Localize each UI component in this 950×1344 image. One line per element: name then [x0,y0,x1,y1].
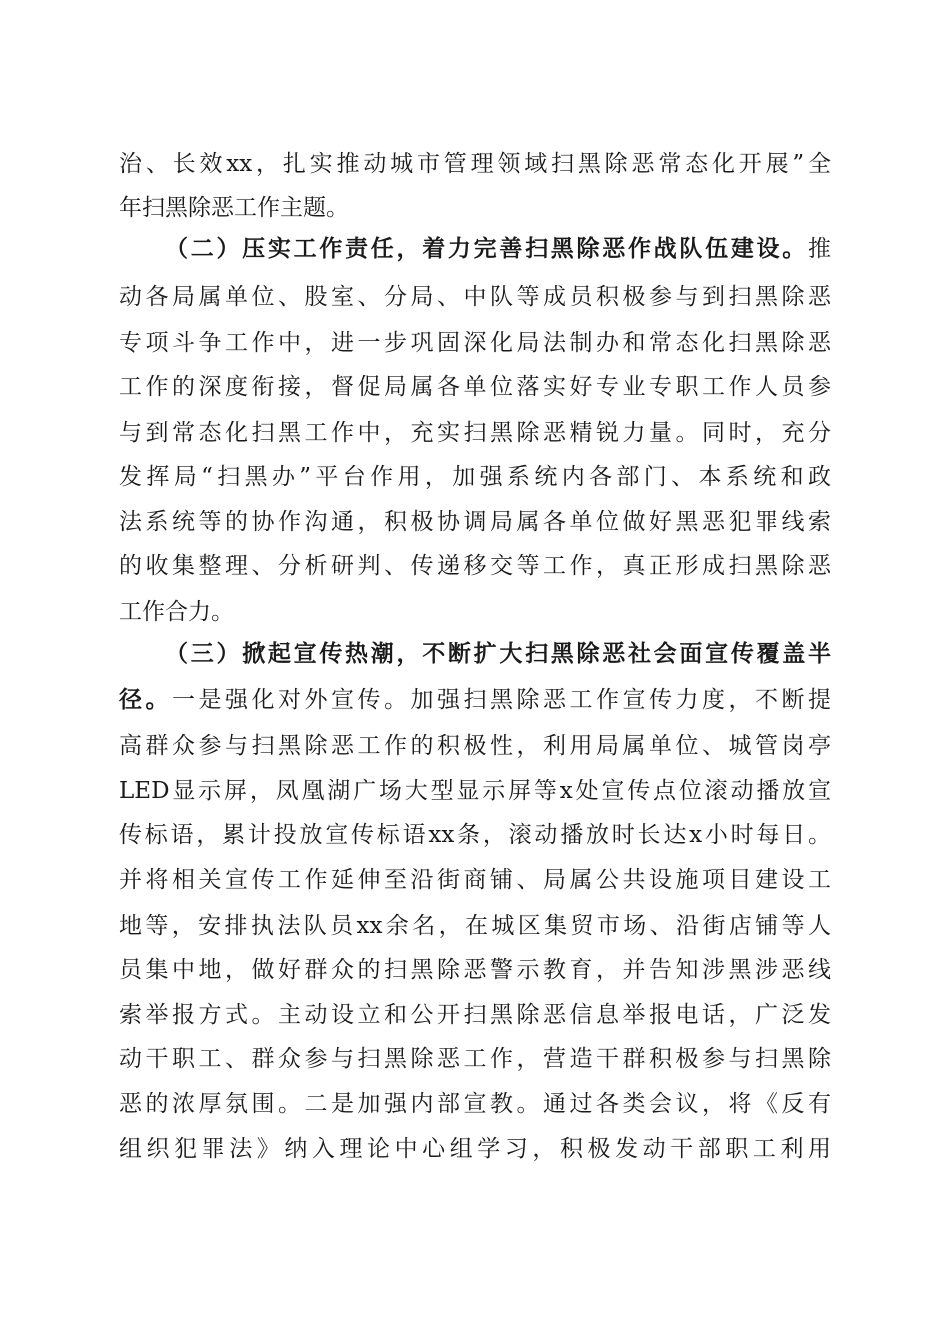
paragraph-line: 发挥局“扫黑办”平台作用，加强系统内各部门、本系统和政 [119,464,831,490]
paragraph-line: 专项斗争工作中，进一步巩固深化局法制办和常态化扫黑除恶 [119,330,831,356]
paragraph-line: 工作合力。 [119,599,234,625]
paragraph-line: 高群众参与扫黑除恶工作的积极性，利用局属单位、城管岗亭 [119,733,831,759]
paragraph-line: 员集中地，做好群众的扫黑除恶警示教育，并告知涉黑涉恶线 [119,957,831,983]
paragraph-line: 恶的浓厚氛围。二是加强内部宣教。通过各类会议，将《反有 [119,1091,831,1117]
paragraph-line: 动各局属单位、股室、分局、中队等成员积极参与到扫黑除恶 [119,284,831,310]
paragraph-line: 动干职工、群众参与扫黑除恶工作，营造干群积极参与扫黑除 [119,1046,831,1072]
paragraph-text: 推 [808,236,831,262]
paragraph-line: 的收集整理、分析研判、传递移交等工作，真正形成扫黑除恶 [119,553,831,579]
paragraph-line: 工作的深度衔接，督促局属各单位落实好专业专职工作人员参 [119,374,831,400]
paragraph-line: 传标语，累计投放宣传标语xx条，滚动播放时长达x小时每日。 [119,822,831,848]
paragraph-line: 年扫黑除恶工作主题。 [119,195,349,221]
paragraph-line: 地等，安排执法队员xx余名，在城区集贸市场、沿街店铺等人 [119,913,831,939]
paragraph-line: 索举报方式。主动设立和公开扫黑除恶信息举报电话，广泛发 [119,1002,831,1028]
paragraph-line: 治、长效xx，扎实推动城市管理领域扫黑除恶常态化开展”全 [119,151,831,177]
section-heading-line [165,634,831,674]
paragraph-line: 与到常态化扫黑工作中，充实扫黑除恶精锐力量。同时，充分 [119,420,831,446]
section-heading-line [119,680,831,720]
paragraph-text: 一是强化对外宣传。加强扫黑除恶工作宣传力度，不断提 [172,687,831,713]
section-heading-three-end: 径。 [119,686,172,713]
paragraph-line: 组织犯罪法》纳入理论中心组学习，积极发动干部职工利用 [119,1136,831,1162]
paragraph-line: 法系统等的协作沟通，积极协调局属各单位做好黑恶犯罪线索 [119,509,831,535]
section-heading-line [165,229,831,269]
section-heading-two: （二）压实工作责任，着力完善扫黑除恶作战队伍建设。 [165,235,808,262]
section-heading-three: （三）掀起宣传热潮，不断扩大扫黑除恶社会面宣传覆盖半 [165,640,831,667]
paragraph-line: 并将相关宣传工作延伸至沿街商铺、局属公共设施项目建设工 [119,867,831,893]
paragraph-line: LED显示屏，凤凰湖广场大型显示屏等x处宣传点位滚动播放宣 [119,778,831,804]
